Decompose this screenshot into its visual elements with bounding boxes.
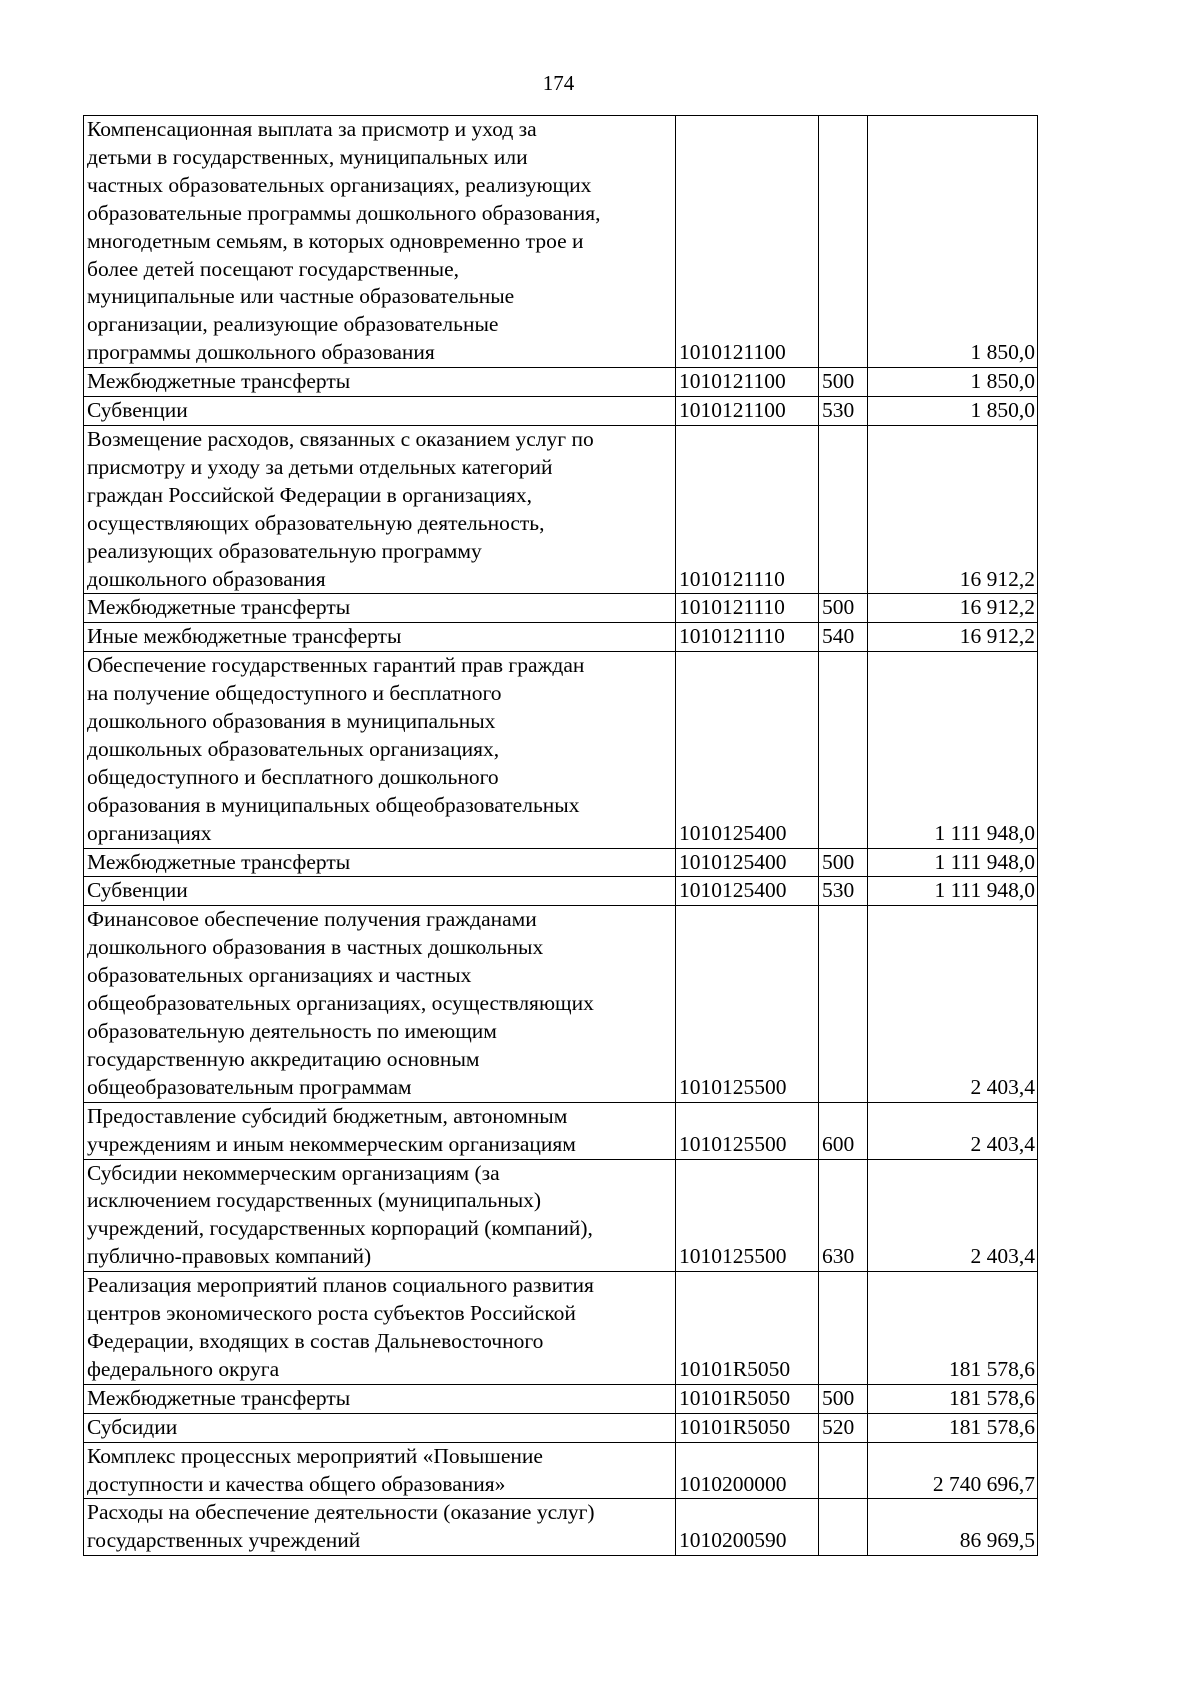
amount-cell: 181 578,6 [868,1384,1038,1413]
expense-type-cell: 500 [819,848,868,877]
table-row [84,1384,1038,1413]
expense-name-line: дошкольного образования в частных дошкольных [87,935,544,960]
target-article-code-cell: 1010125400 [676,652,819,848]
expense-name-line: дошкольных образовательных организациях, [87,736,500,761]
expense-name-cell [84,1413,676,1442]
expense-name-line: реализующих образовательную программу [87,538,482,563]
expense-name-cell [84,1102,676,1159]
expense-name-cell [84,623,676,652]
table-row [84,397,1038,426]
target-article-code-cell: 10101R5050 [676,1272,819,1385]
expense-name-cell [84,877,676,906]
expense-name-line: Межбюджетные трансферты [87,849,351,874]
expense-name-line: федерального округа [87,1356,280,1381]
target-article-code-cell: 1010121100 [676,116,819,368]
expense-name-line: Межбюджетные трансферты [87,1385,351,1410]
target-article-code-cell: 1010121100 [676,397,819,426]
table-row [84,652,1038,848]
budget-table-body [84,116,1038,1556]
expense-name-line: Субсидии [87,1414,178,1439]
expense-type-cell: 540 [819,623,868,652]
expense-name-cell [84,116,676,368]
expense-name-cell [84,1442,676,1499]
table-row [84,1102,1038,1159]
expense-type-cell: 500 [819,368,868,397]
expense-type-cell: 530 [819,397,868,426]
amount-cell: 2 403,4 [868,1159,1038,1272]
expense-name-line: присмотру и уходу за детьми отдельных категорий [87,454,553,479]
expense-type-cell: 520 [819,1413,868,1442]
expense-name-line: Межбюджетные трансферты [87,595,351,620]
budget-table [83,115,1038,1556]
table-row [84,425,1038,593]
table-row [84,594,1038,623]
expense-type-cell: 600 [819,1102,868,1159]
page-number: 174 [542,71,575,95]
expense-name-cell [84,1499,676,1556]
amount-cell: 1 850,0 [868,368,1038,397]
amount-cell: 86 969,5 [868,1499,1038,1556]
amount-cell: 2 740 696,7 [868,1442,1038,1499]
expense-name-line: Финансовое обеспечение получения гражданами [87,907,537,932]
expense-name-line: исключением государственных (муниципальных) [87,1188,542,1213]
expense-type-cell [819,425,868,593]
expense-name-cell [84,425,676,593]
target-article-code-cell: 1010121110 [676,594,819,623]
target-article-code-cell: 1010125500 [676,906,819,1102]
expense-type-cell [819,1499,868,1556]
amount-cell: 181 578,6 [868,1272,1038,1385]
target-article-code-cell: 1010125400 [676,848,819,877]
table-row [84,1442,1038,1499]
amount-cell: 16 912,2 [868,425,1038,593]
expense-type-cell [819,1272,868,1385]
expense-name-line: многодетным семьям, в которых одновременно трое и [87,228,584,253]
expense-name-line: Субвенции [87,398,188,423]
amount-cell: 1 850,0 [868,397,1038,426]
expense-name-line: программы дошкольного образования [87,340,435,365]
expense-type-cell [819,906,868,1102]
target-article-code-cell: 1010125400 [676,877,819,906]
amount-cell: 16 912,2 [868,594,1038,623]
expense-name-cell [84,652,676,848]
table-row [84,116,1038,368]
expense-type-cell [819,652,868,848]
expense-name-line: публично-правовых компаний) [87,1244,372,1269]
table-row [84,1272,1038,1385]
amount-cell: 2 403,4 [868,906,1038,1102]
expense-name-line: Федерации, входящих в состав Дальневосточного [87,1328,544,1353]
expense-name-line: центров экономического роста субъектов Российской [87,1301,576,1326]
expense-name-line: муниципальные или частные образовательные [87,284,515,309]
expense-name-line: Субвенции [87,878,188,903]
expense-name-line: образования в муниципальных общеобразовательных [87,792,580,817]
target-article-code-cell: 1010200000 [676,1442,819,1499]
expense-name-line: Реализация мероприятий планов социального развития [87,1273,594,1298]
expense-name-cell [84,1384,676,1413]
expense-name-line: частных образовательных организациях, реализующих [87,172,592,197]
amount-cell: 1 111 948,0 [868,877,1038,906]
table-row [84,877,1038,906]
expense-name-line: Комплекс процессных мероприятий «Повышение [87,1443,543,1468]
expense-type-cell: 500 [819,594,868,623]
target-article-code-cell: 1010121110 [676,623,819,652]
amount-cell: 2 403,4 [868,1102,1038,1159]
target-article-code-cell: 1010125500 [676,1159,819,1272]
target-article-code-cell: 1010200590 [676,1499,819,1556]
expense-name-line: организациях [87,820,212,845]
amount-cell: 1 111 948,0 [868,848,1038,877]
expense-name-cell [84,906,676,1102]
expense-name-line: образовательную деятельность по имеющим [87,1019,497,1043]
expense-name-line: государственную аккредитацию основным [87,1046,480,1071]
table-row [84,623,1038,652]
expense-type-cell: 530 [819,877,868,906]
expense-name-line: Межбюджетные трансферты [87,369,351,394]
table-row [84,906,1038,1102]
expense-name-line: осуществляющих образовательную деятельность, [87,510,545,535]
expense-name-line: образовательные программы дошкольного образования, [87,200,601,225]
target-article-code-cell: 10101R5050 [676,1384,819,1413]
expense-name-line: Компенсационная выплата за присмотр и уход за [87,117,537,141]
expense-name-line: Обеспечение государственных гарантий прав граждан [87,653,585,678]
expense-name-line: государственных учреждений [87,1528,361,1553]
expense-name-line: Субсидии некоммерческим организациям (за [87,1160,500,1185]
table-row [84,1413,1038,1442]
table-row [84,848,1038,877]
expense-name-line: на получение общедоступного и бесплатного [87,681,502,706]
expense-name-line: доступности и качества общего образования» [87,1471,506,1496]
amount-cell: 16 912,2 [868,623,1038,652]
amount-cell: 1 850,0 [868,116,1038,368]
table-row [84,1499,1038,1556]
expense-type-cell: 630 [819,1159,868,1272]
target-article-code-cell: 1010121110 [676,425,819,593]
table-row [84,1159,1038,1272]
amount-cell: 1 111 948,0 [868,652,1038,848]
expense-name-line: более детей посещают государственные, [87,256,460,281]
expense-type-cell [819,1442,868,1499]
expense-name-line: Иные межбюджетные трансферты [87,624,402,649]
expense-name-line: образовательных организациях и частных [87,963,472,988]
expense-name-cell [84,848,676,877]
expense-name-line: Расходы на обеспечение деятельности (оказание услуг) [87,1500,595,1525]
expense-name-line: детьми в государственных, муниципальных или [87,144,528,169]
expense-name-cell [84,368,676,397]
expense-name-cell [84,1159,676,1272]
expense-name-cell [84,594,676,623]
expense-name-line: организации, реализующие образовательные [87,312,499,337]
expense-type-cell [819,116,868,368]
expense-name-line: общеобразовательным программам [87,1074,412,1099]
expense-name-line: общеобразовательных организациях, осуществляющих [87,991,594,1016]
amount-cell: 181 578,6 [868,1413,1038,1442]
expense-name-line: Возмещение расходов, связанных с оказанием услуг по [87,426,594,451]
expense-name-line: граждан Российской Федерации в организациях, [87,482,533,507]
table-row [84,368,1038,397]
expense-name-line: дошкольного образования [87,566,326,591]
expense-name-cell [84,1272,676,1385]
expense-name-line: Предоставление субсидий бюджетным, автономным [87,1103,568,1128]
expense-name-line: учреждениям и иным некоммерческим организациям [87,1131,576,1156]
expense-name-cell [84,397,676,426]
target-article-code-cell: 10101R5050 [676,1413,819,1442]
target-article-code-cell: 1010125500 [676,1102,819,1159]
target-article-code-cell: 1010121100 [676,368,819,397]
expense-type-cell: 500 [819,1384,868,1413]
expense-name-line: дошкольного образования в муниципальных [87,709,496,734]
expense-name-line: учреждений, государственных корпораций (компаний), [87,1216,593,1241]
expense-name-line: общедоступного и бесплатного дошкольного [87,764,499,789]
